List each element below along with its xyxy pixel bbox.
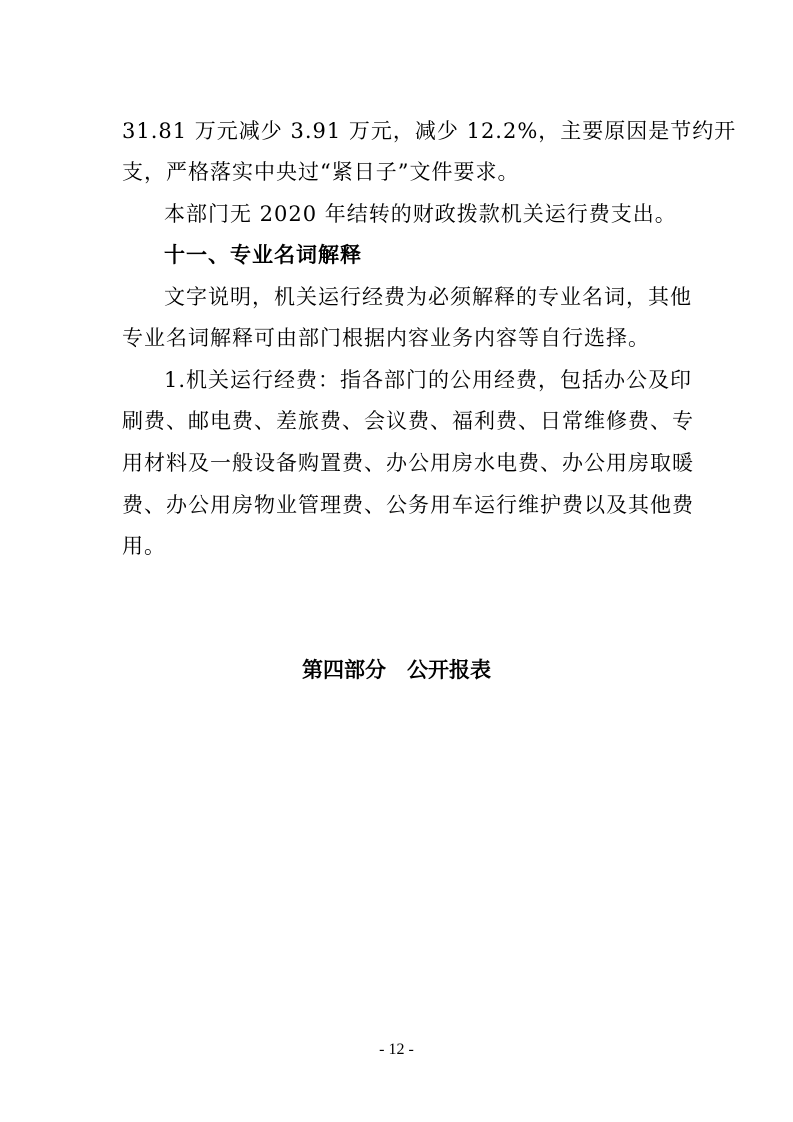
definition-line: 用。 <box>122 534 166 558</box>
paragraph-line: 31.81 万元减少 3.91 万元，减少 12.2%，主要原因是节约开 <box>122 119 737 143</box>
definition-line: 用材料及一般设备购置费、办公用房水电费、办公用房取暖 <box>122 451 694 475</box>
part-title: 第四部分 公开报表 <box>302 658 491 682</box>
definition-line: 1.机关运行经费：指各部门的公用经费，包括办公及印 <box>164 368 693 392</box>
section-heading: 十一、专业名词解释 <box>164 243 362 267</box>
definition-line: 刷费、邮电费、差旅费、会议费、福利费、日常维修费、专 <box>122 409 694 433</box>
definition-line: 费、办公用房物业管理费、公务用车运行维护费以及其他费 <box>122 493 694 517</box>
paragraph-line: 本部门无 2020 年结转的财政拨款机关运行费支出。 <box>164 202 677 226</box>
paragraph-line: 支，严格落实中央过“紧日子”文件要求。 <box>122 160 520 184</box>
paragraph-line: 文字说明，机关运行经费为必须解释的专业名词，其他 <box>164 285 692 309</box>
page-number: - 12 - <box>379 1041 414 1058</box>
paragraph-line: 专业名词解释可由部门根据内容业务内容等自行选择。 <box>122 326 650 350</box>
